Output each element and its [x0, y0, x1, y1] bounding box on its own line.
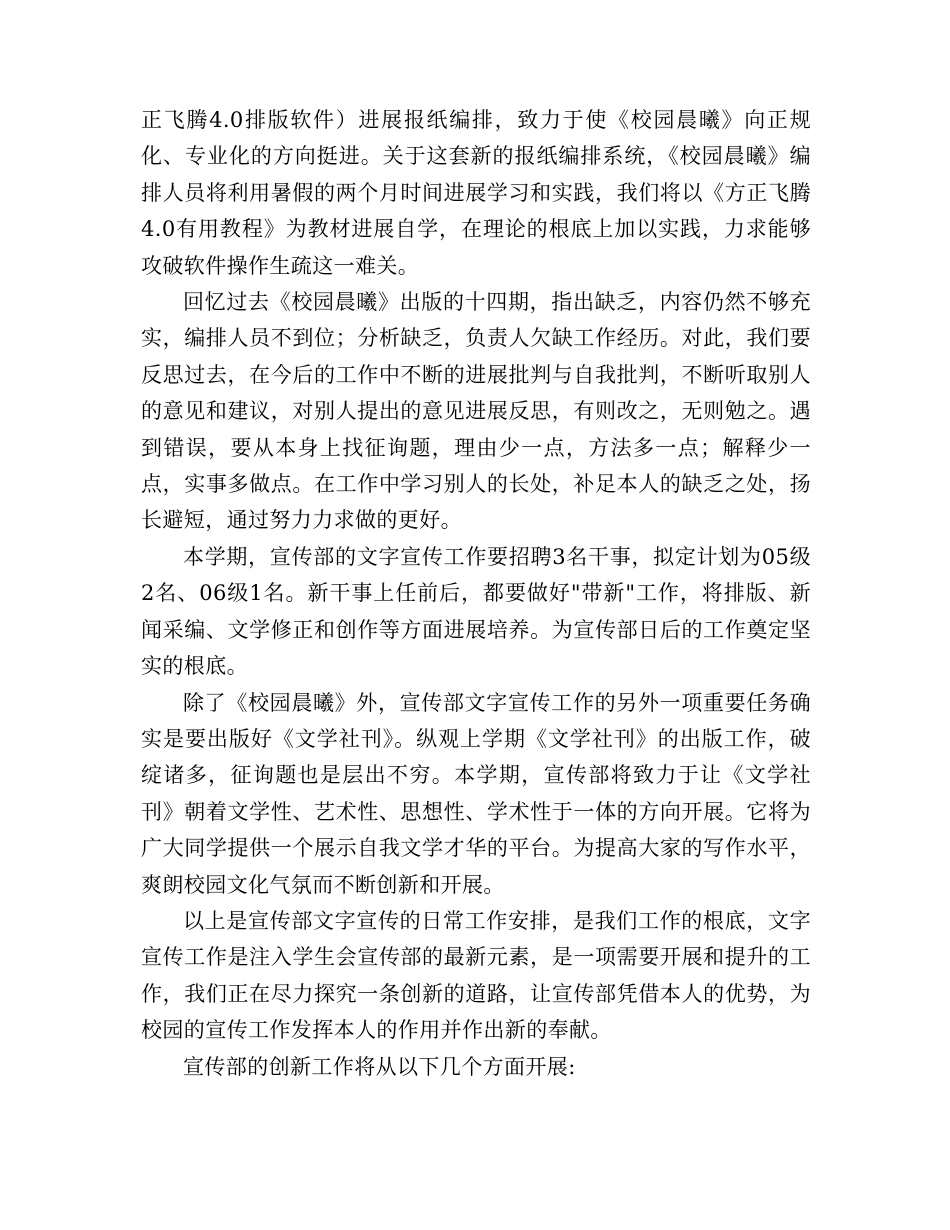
paragraph-1: 正飞腾4.0排版软件）进展报纸编排，致力于使《校园晨曦》向正规化、专业化的方向挺进。关于这套新的报纸编排系统，《校园晨曦》编排人员将利用暑假的两个月时间进展学习和实践，我们将以《方正飞腾4.0有用教程》为教材进展自学，在理论的根底上加以实践，力求能够攻破软件操作生疏这一难关。	[141, 108, 811, 278]
paragraph-4: 除了《校园晨曦》外，宣传部文字宣传工作的另外一项重要任务确实是要出版好《文学社刊》。纵观上学期《文学社刊》的出版工作，破绽诸多，征询题也是层出不穷。本学期，宣传部将致力于让《文学社刊》朝着文学性、艺术性、思想性、学术性于一体的方向开展。它将为广大同学提供一个展示自我文学才华的平台。为提高大家的写作水平，爽朗校园文化气氛而不断创新和开展。	[141, 690, 811, 897]
paragraph-2: 回忆过去《校园晨曦》出版的十四期，指出缺乏，内容仍然不够充实，编排人员不到位；分析缺乏，负责人欠缺工作经历。对此，我们要反思过去，在今后的工作中不断的进展批判与自我批判，不断听取别人的意见和建议，对别人提出的意见进展反思，有则改之，无则勉之。遇到错误，要从本身上找征询题，理由少一点，方法多一点；解释少一点，实事多做点。在工作中学习别人的长处，补足本人的缺乏之处，扬长避短，通过努力力求做的更好。	[141, 290, 811, 533]
document-body	[141, 102, 811, 1085]
paragraph-6: 宣传部的创新工作将从以下几个方面开展:	[183, 1054, 576, 1079]
paragraph-3: 本学期，宣传部的文字宣传工作要招聘3名干事，拟定计划为05级2名、06级1名。新干事上任前后，都要做好"带新"工作，将排版、新闻采编、文学修正和创作等方面进展培养。为宣传部日后的工作奠定坚实的根底。	[141, 544, 811, 679]
paragraph-5: 以上是宣传部文字宣传的日常工作安排，是我们工作的根底，文字宣传工作是注入学生会宣传部的最新元素，是一项需要开展和提升的工作，我们正在尽力探究一条创新的道路，让宣传部凭借本人的优势，为校园的宣传工作发挥本人的作用并作出新的奉献。	[141, 908, 811, 1043]
